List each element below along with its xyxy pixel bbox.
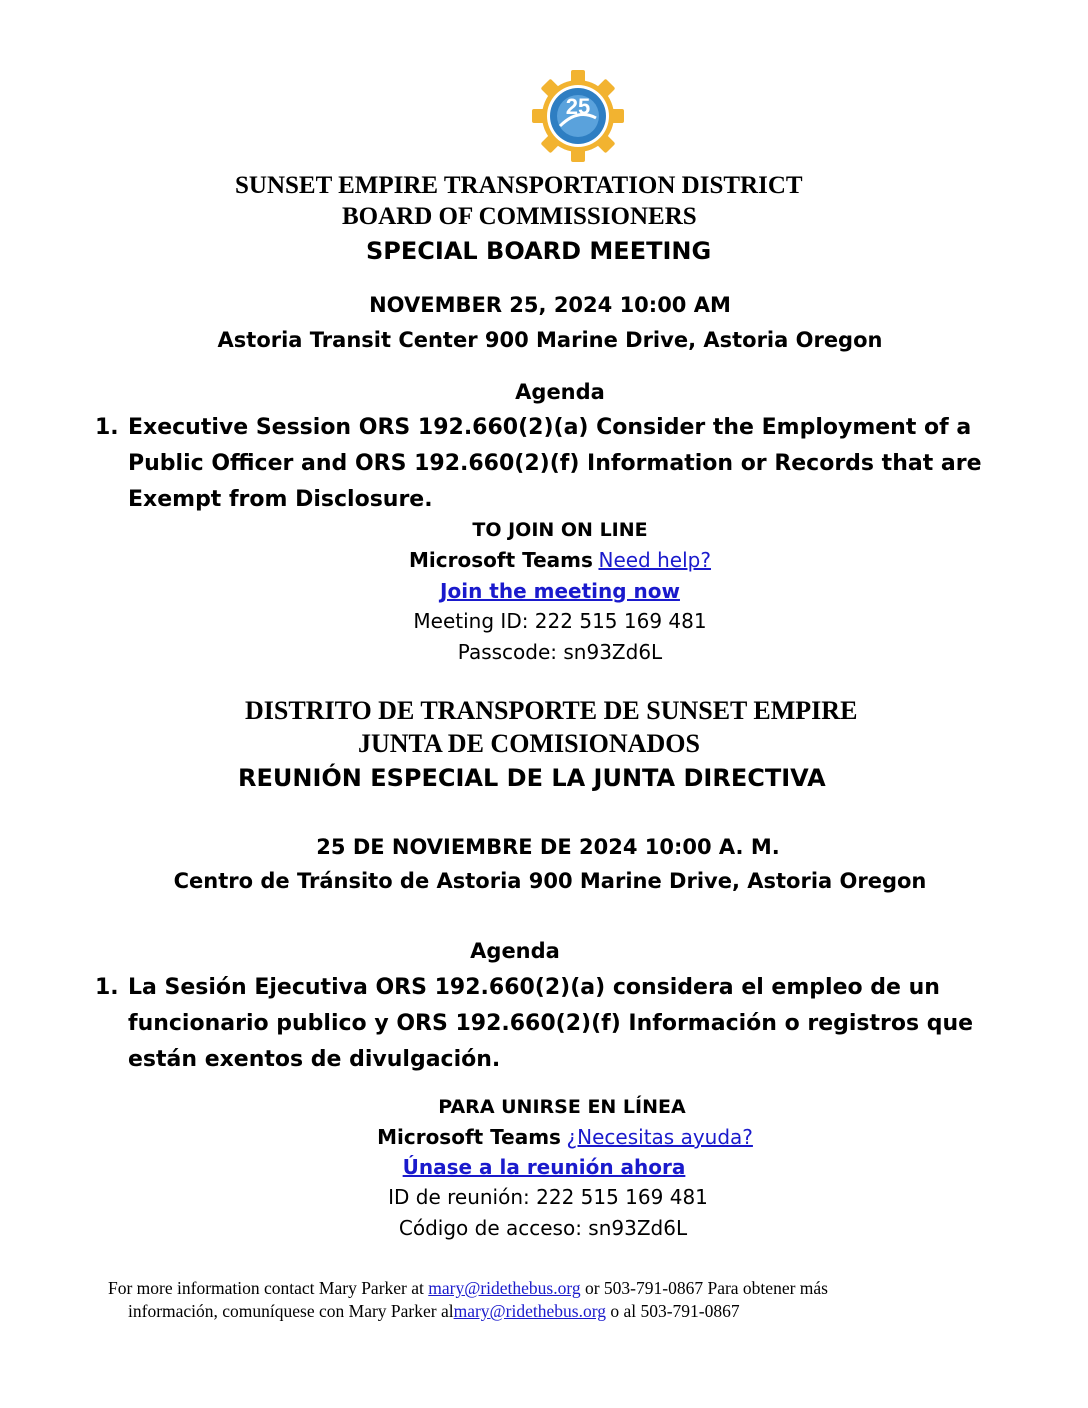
footer-text-1: For more information contact Mary Parker at [108, 1278, 429, 1298]
agenda-text-es: La Sesión Ejecutiva ORS 192.660(2)(a) considera el empleo de un funcionario publico y ORS 192.660(2)(f) Información o registros que están exentos de divulgación. [128, 975, 974, 1072]
footer-text-2: or 503-791-0867 Para obtener más [580, 1278, 828, 1298]
help-link-es[interactable]: ¿Necesitas ayuda? [566, 1125, 753, 1149]
agenda-title: Agenda [515, 380, 605, 404]
contact-footer [108, 1277, 1008, 1323]
footer-text-3: información, comuníquese con Mary Parker al [128, 1301, 454, 1321]
gear-logo-icon [530, 68, 626, 164]
teams-line-es [377, 1125, 753, 1150]
meeting-datetime-es: 25 DE NOVIEMBRE DE 2024 10:00 A. M. [316, 835, 780, 859]
join-line [440, 579, 680, 604]
join-meeting-link-es[interactable]: Únase a la reunión ahora [402, 1155, 686, 1179]
help-link[interactable]: Need help? [598, 548, 711, 572]
agenda-number: 1. [95, 415, 119, 440]
footer-line-1 [108, 1277, 1008, 1300]
footer-text-4: o al 503-791-0867 [605, 1301, 740, 1321]
meeting-type-es: REUNIÓN ESPECIAL DE LA JUNTA DIRECTIVA [238, 764, 826, 792]
agenda-text: Executive Session ORS 192.660(2)(a) Consider the Employment of a Public Officer and ORS 192.660(2)(f) Information or Records that are Exempt from Disclosure. [128, 415, 982, 512]
teams-label: Microsoft Teams [409, 548, 593, 572]
agenda-number-es: 1. [95, 975, 119, 1000]
meeting-datetime: NOVEMBER 25, 2024 10:00 AM [369, 293, 731, 317]
board-name-es: JUNTA DE COMISIONADOS [358, 729, 700, 758]
contact-email-link[interactable]: mary@ridethebus.org [428, 1278, 581, 1298]
teams-line [409, 548, 711, 573]
join-line-es [403, 1155, 686, 1180]
agenda-item [95, 410, 1025, 518]
meeting-id: Meeting ID: 222 515 169 481 [413, 609, 707, 633]
meeting-location-es: Centro de Tránsito de Astoria 900 Marine Drive, Astoria Oregon [173, 869, 927, 893]
org-name-es: DISTRITO DE TRANSPORTE DE SUNSET EMPIRE [245, 696, 858, 725]
meeting-location: Astoria Transit Center 900 Marine Drive, Astoria Oregon [217, 328, 883, 352]
contact-email-link-es[interactable]: mary@ridethebus.org [453, 1301, 606, 1321]
footer-line-2 [108, 1300, 1008, 1323]
passcode: Passcode: sn93Zd6L [457, 640, 663, 664]
svg-text:25: 25 [565, 94, 591, 119]
join-meeting-link[interactable]: Join the meeting now [440, 579, 680, 603]
agenda-title-es: Agenda [470, 939, 560, 963]
meeting-id-es: ID de reunión: 222 515 169 481 [388, 1185, 708, 1209]
meeting-type: SPECIAL BOARD MEETING [366, 237, 712, 265]
teams-label-es: Microsoft Teams [377, 1125, 561, 1149]
board-name: BOARD OF COMMISSIONERS [342, 203, 697, 230]
join-heading: TO JOIN ON LINE [472, 519, 648, 541]
agenda-item-es [95, 970, 1025, 1078]
district-logo [530, 68, 626, 164]
org-name: SUNSET EMPIRE TRANSPORTATION DISTRICT [235, 172, 803, 199]
join-heading-es: PARA UNIRSE EN LÍNEA [438, 1096, 686, 1118]
passcode-es: Código de acceso: sn93Zd6L [398, 1216, 688, 1240]
